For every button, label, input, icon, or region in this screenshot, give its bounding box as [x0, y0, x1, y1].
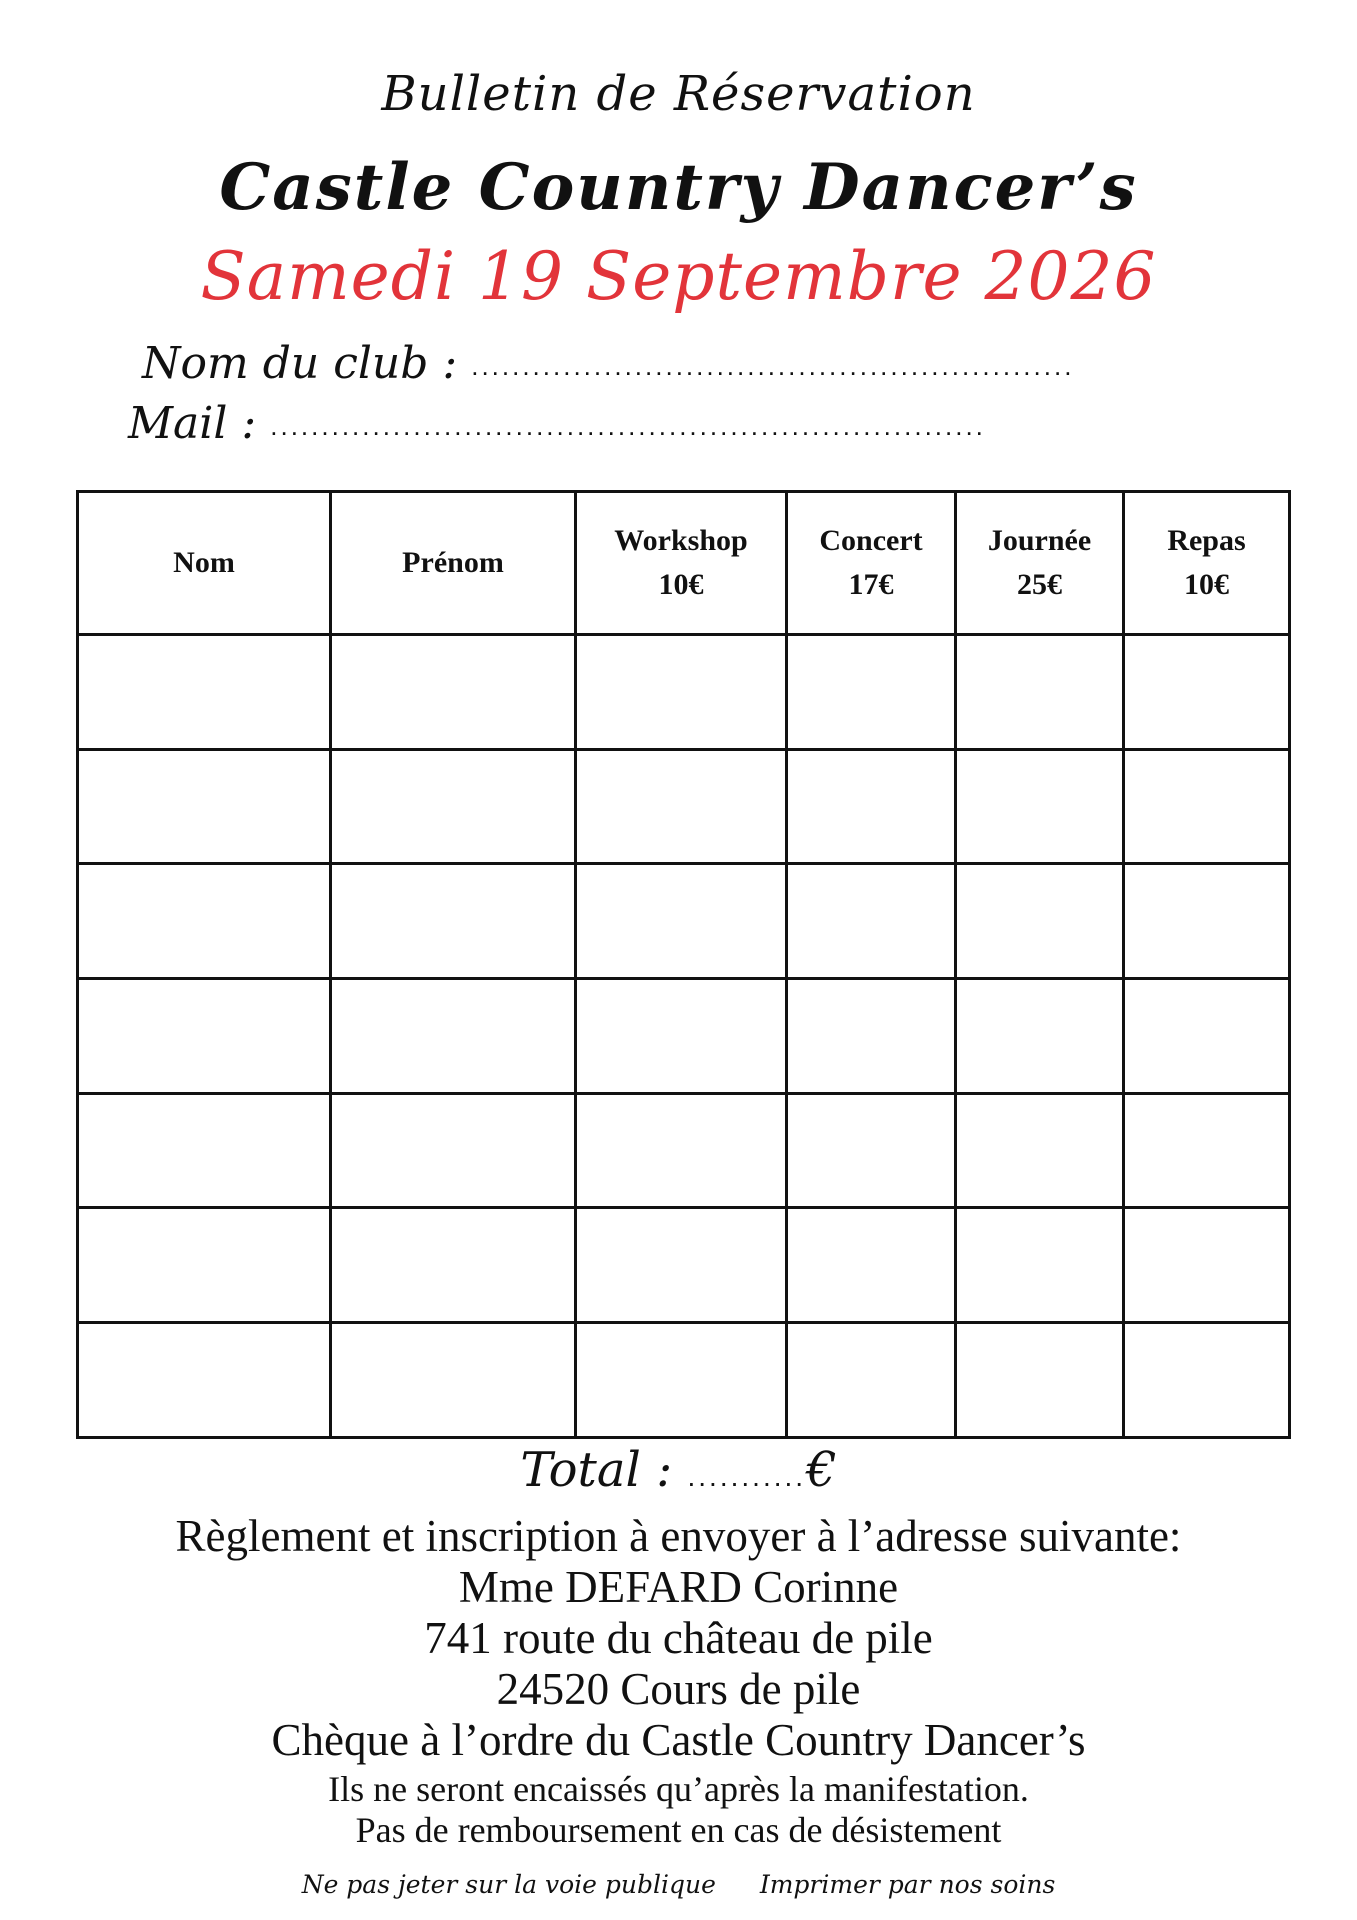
column-header-prenom — [331, 492, 576, 635]
litter-note: Ne pas jeter sur la voie publique — [301, 1870, 716, 1899]
entry-cell — [1124, 979, 1290, 1094]
mailing-instructions: Règlement et inscription à envoyer à l’adresse suivante: — [175, 1511, 1182, 1561]
entry-cell — [576, 864, 787, 979]
column-price: 17€ — [848, 568, 894, 601]
table-row — [78, 635, 1290, 750]
column-price: 25€ — [1017, 568, 1062, 601]
mail-blank: ...................................................................... — [270, 411, 986, 441]
table-row — [78, 749, 1290, 864]
entry-cell — [78, 979, 331, 1094]
mail-field — [128, 398, 986, 449]
encashment-note: Ils ne seront encaissés qu’après la manifestation. — [328, 1769, 1029, 1809]
column-label: Journée — [987, 524, 1092, 557]
column-header-workshop — [576, 492, 787, 635]
entry-cell — [78, 749, 331, 864]
entry-cell — [576, 635, 787, 750]
entry-cell — [576, 1323, 787, 1438]
entry-cell — [1124, 1208, 1290, 1323]
entry-cell — [331, 864, 576, 979]
entry-cell — [956, 749, 1124, 864]
entry-cell — [78, 1323, 331, 1438]
entry-cell — [956, 1323, 1124, 1438]
table-header-row — [78, 492, 1290, 635]
entry-cell — [576, 979, 787, 1094]
footer-notes — [0, 1870, 1357, 1899]
entry-cell — [576, 1208, 787, 1323]
entry-cell — [787, 1208, 956, 1323]
entry-cell — [331, 1208, 576, 1323]
entry-cell — [576, 749, 787, 864]
entry-cell — [956, 979, 1124, 1094]
column-price: 10€ — [1184, 568, 1229, 601]
entry-cell — [78, 864, 331, 979]
column-label: Repas — [1167, 524, 1246, 557]
column-label: Prénom — [402, 546, 504, 579]
entry-cell — [1124, 749, 1290, 864]
club-name-label: Nom du club : — [142, 338, 458, 389]
table-body — [78, 635, 1290, 1438]
entry-cell — [787, 1093, 956, 1208]
entry-cell — [1124, 1093, 1290, 1208]
city-address: 24520 Cours de pile — [496, 1664, 861, 1714]
entry-cell — [78, 1208, 331, 1323]
entry-cell — [787, 1323, 956, 1438]
total-currency: € — [806, 1442, 837, 1498]
table-row — [78, 864, 1290, 979]
entry-cell — [956, 635, 1124, 750]
entry-cell — [78, 635, 331, 750]
entry-cell — [331, 635, 576, 750]
table-row — [78, 1208, 1290, 1323]
club-name-blank: ........................................................... — [471, 351, 1075, 381]
entry-cell — [1124, 1323, 1290, 1438]
club-name-title: Castle Country Dancer’s — [219, 150, 1138, 225]
entry-cell — [956, 1208, 1124, 1323]
table-row — [78, 1093, 1290, 1208]
entry-cell — [331, 749, 576, 864]
column-label: Concert — [819, 524, 923, 557]
club-name-field — [142, 338, 1074, 389]
entry-cell — [331, 979, 576, 1094]
entry-cell — [787, 864, 956, 979]
document-heading: Bulletin de Réservation — [381, 66, 976, 122]
column-label: Nom — [173, 546, 235, 579]
reservation-table — [76, 490, 1291, 1439]
refund-note: Pas de remboursement en cas de désistement — [355, 1810, 1002, 1850]
entry-cell — [331, 1323, 576, 1438]
column-header-journee — [956, 492, 1124, 635]
entry-cell — [78, 1093, 331, 1208]
table-row — [78, 979, 1290, 1094]
entry-cell — [787, 749, 956, 864]
cheque-payee: Chèque à l’ordre du Castle Country Dancer’s — [271, 1715, 1086, 1765]
entry-cell — [956, 864, 1124, 979]
entry-cell — [787, 635, 956, 750]
entry-cell — [1124, 635, 1290, 750]
column-price: 10€ — [658, 568, 704, 601]
recipient-name: Mme DEFARD Corinne — [458, 1562, 899, 1612]
table-row — [78, 1323, 1290, 1438]
event-date: Samedi 19 Septembre 2026 — [200, 238, 1157, 315]
column-header-repas — [1124, 492, 1290, 635]
entry-cell — [1124, 864, 1290, 979]
column-header-nom — [78, 492, 331, 635]
street-address: 741 route du château de pile — [424, 1613, 933, 1663]
entry-cell — [331, 1093, 576, 1208]
entry-cell — [576, 1093, 787, 1208]
entry-cell — [787, 979, 956, 1094]
total-line — [0, 1442, 1357, 1498]
total-blank: ........... — [687, 1461, 807, 1492]
column-header-concert — [787, 492, 956, 635]
column-label: Workshop — [614, 524, 748, 557]
entry-cell — [956, 1093, 1124, 1208]
print-note: Imprimer par nos soins — [759, 1870, 1056, 1899]
mail-label: Mail : — [128, 398, 257, 449]
total-label: Total : — [520, 1442, 673, 1498]
